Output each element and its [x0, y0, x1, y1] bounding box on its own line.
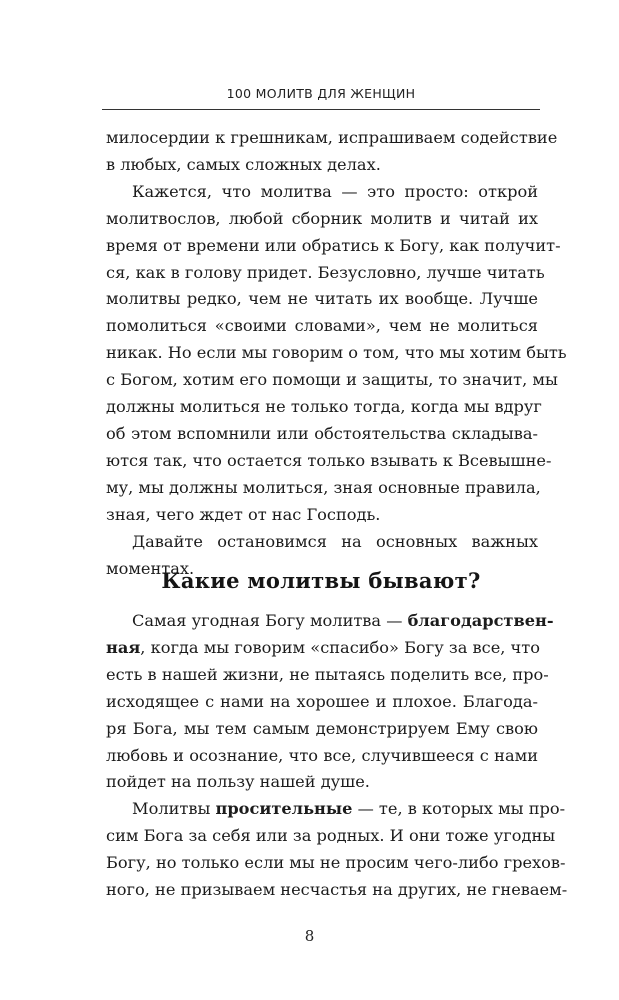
text-run: — те, в которых мы про- — [352, 799, 566, 819]
text-line: му, мы должны молиться, зная основные правила, — [106, 477, 541, 497]
text-line: с Богом, хотим его помощи и защиты, то значит, мы — [106, 370, 558, 390]
text-run: Самая угодная Богу молитва — — [132, 611, 408, 630]
text-line: в любых, самых сложных делах. — [106, 154, 381, 174]
text-line: Давайте остановимся на основных важных — [132, 531, 538, 551]
header-rule — [102, 109, 540, 110]
text-line: Богу, но только если мы не просим чего-либо грехов- — [106, 853, 566, 873]
running-head: 100 МОЛИТВ ДЛЯ ЖЕНЩИН — [226, 86, 416, 101]
paragraph-4 — [106, 608, 554, 796]
text-line: зная, чего ждет от нас Господь. — [106, 504, 381, 524]
bold-term: просительные — [215, 799, 353, 819]
text-line: есть в нашей жизни, не пытаясь поделить все, про- — [106, 664, 549, 684]
text-line — [106, 635, 538, 662]
text-line: моментах. — [106, 558, 195, 578]
text-line: ного, не призываем несчастья на других, не гневаем- — [106, 880, 568, 900]
text-line: милосердии к грешникам, испрашиваем содействие — [106, 128, 558, 147]
paragraph-1 — [106, 125, 558, 179]
text-line — [106, 796, 566, 823]
text-line: ся, как в голову придет. Безусловно, лучше читать — [106, 262, 545, 282]
text-line: ря Бога, мы тем самым демонстрируем Ему свою — [106, 718, 538, 738]
text-line: любовь и осознание, что все, случившееся с нами — [106, 745, 538, 765]
text-line: помолиться «своими словами», чем не молиться — [106, 316, 538, 336]
text-line: пойдет на пользу нашей душе. — [106, 772, 370, 792]
text-line: ются так, что остается только взывать к Всевышне- — [106, 450, 552, 470]
bold-term: благодарствен- — [407, 611, 554, 630]
text-line — [106, 608, 554, 635]
text-line: никак. Но если мы говорим о том, что мы хотим быть — [106, 343, 567, 363]
text-line: об этом вспомнили или обстоятельства складыва- — [106, 423, 538, 443]
page-number: 8 — [304, 927, 315, 945]
text-line: время от времени или обратись к Богу, как получит- — [106, 235, 561, 255]
paragraph-5 — [106, 796, 568, 904]
paragraph-2 — [106, 179, 567, 529]
text-line: Кажется, что молитва — это просто: открой — [132, 181, 538, 201]
bold-term: ная — [106, 637, 141, 657]
text-run: Молитвы — [132, 799, 216, 819]
text-line: должны молиться не только тогда, когда мы вдруг — [106, 397, 542, 417]
text-line: сим Бога за себя или за родных. И они тоже угодны — [106, 826, 556, 846]
body-text-top — [106, 125, 567, 582]
text-line: молитвы редко, чем не читать их вообще. Лучше — [106, 289, 538, 309]
body-text-bottom — [106, 608, 568, 904]
section-heading: Какие молитвы бывают? — [161, 568, 481, 593]
text-line: исходящее с нами на хорошее и плохое. Благода- — [106, 691, 538, 711]
text-line: молитвослов, любой сборник молитв и читай их — [106, 208, 538, 228]
text-run: , когда мы говорим «спасибо» Богу за все, что — [140, 637, 540, 657]
